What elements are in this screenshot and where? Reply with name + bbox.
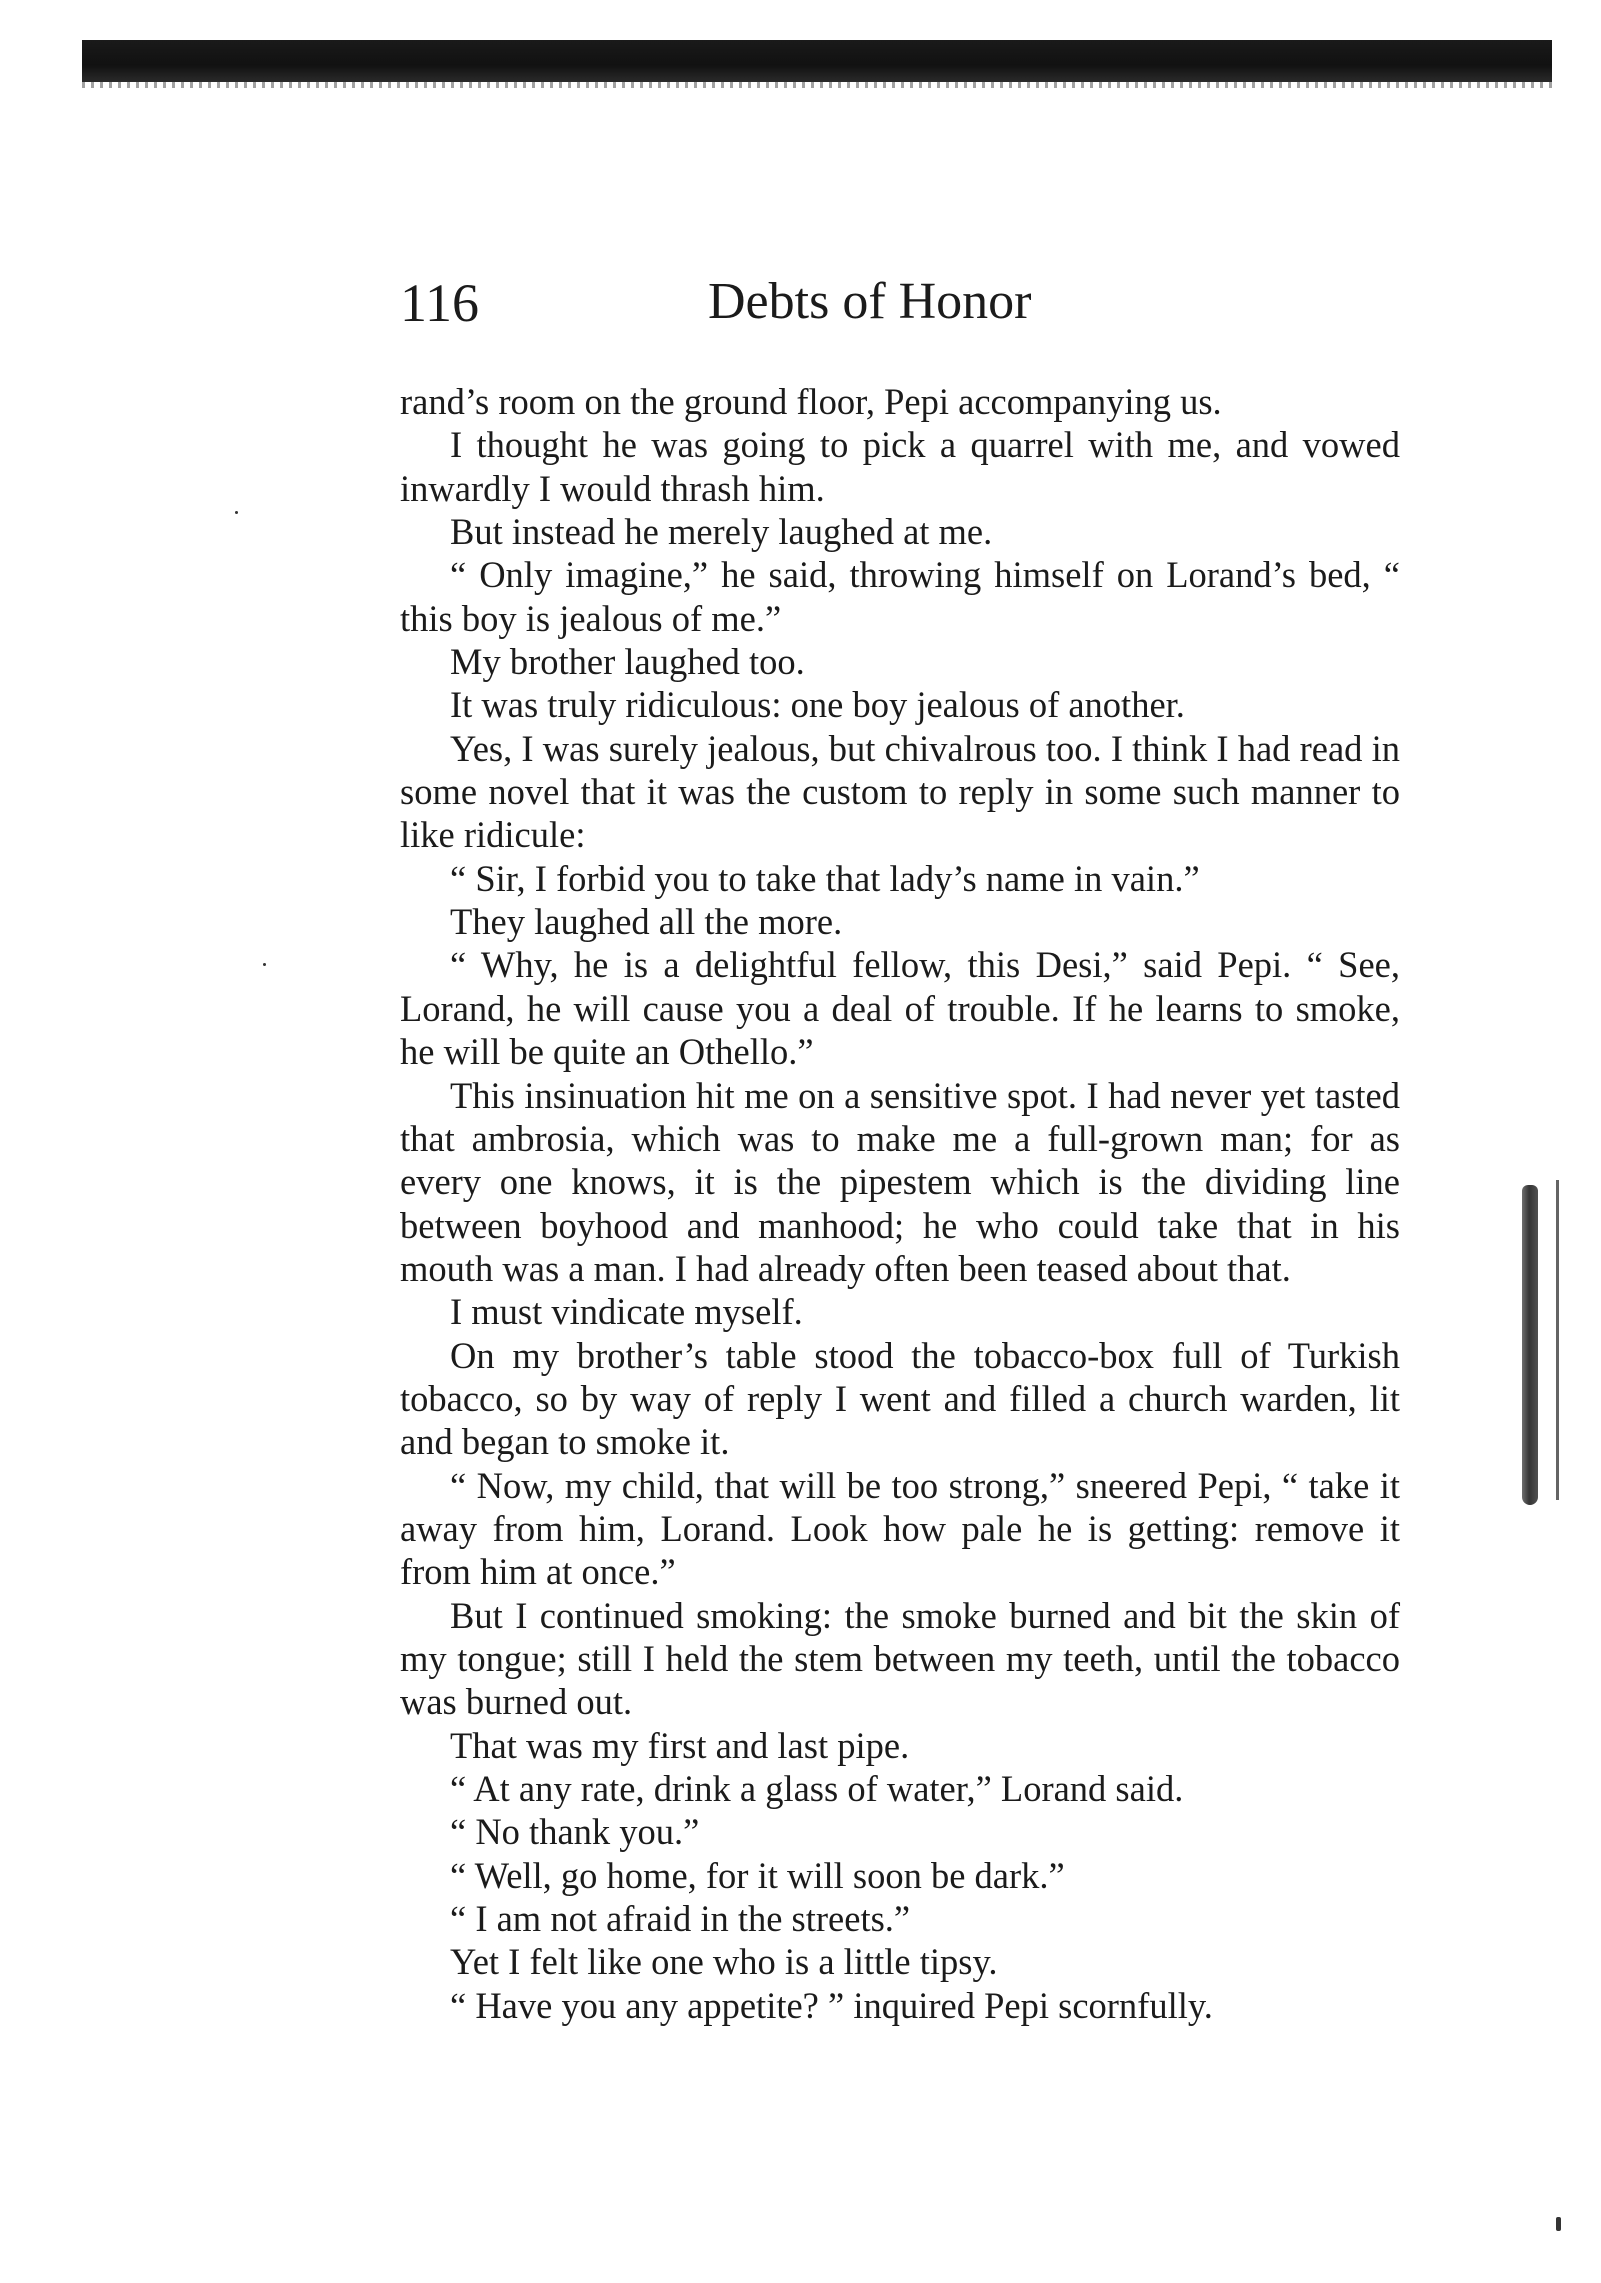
- paragraph: “ I am not afraid in the streets.”: [450, 1898, 911, 1940]
- paragraph: Yes, I was surely jealous, but chivalrous too. I think I had read in some novel that it was the custom to reply in some such manner to like ridicule:: [400, 727, 1400, 856]
- paragraph: I must vindicate myself.: [450, 1291, 803, 1333]
- paragraph: This insinuation hit me on a sensitive spot. I had never yet tasted that ambrosia, which was to make me a full-grown man; for as every one knows, it is the pipestem which is the dividing line between boyhood and manhood; he who could take that in his mouth was a man. I had already often been teased about that.: [400, 1074, 1400, 1289]
- paragraph: “ Why, he is a delightful fellow, this Desi,” said Pepi. “ See, Lorand, he will cause you a deal of trouble. If he learns to smoke, he will be quite an Othello.”: [400, 944, 1400, 1073]
- paragraph: “ Sir, I forbid you to take that lady’s name in vain.”: [450, 857, 1200, 899]
- paragraph: But instead he merely laughed at me.: [450, 511, 993, 553]
- scan-speck: [235, 511, 238, 514]
- book-title: Debts of Honor: [708, 273, 1032, 330]
- paragraph: They laughed all the more.: [450, 901, 843, 943]
- paragraph: “ Now, my child, that will be too strong,” sneered Pepi, “ take it away from him, Lorand. Look how pale he is getting: remove it from him at once.”: [400, 1464, 1400, 1593]
- paragraph: “ At any rate, drink a glass of water,” Lorand said.: [450, 1768, 1184, 1809]
- paragraph: “ No thank you.”: [450, 1811, 700, 1853]
- page-body: [400, 380, 1400, 2027]
- scan-speck: [1556, 2217, 1561, 2231]
- scan-edge-bar: [82, 40, 1552, 82]
- paragraph: Yet I felt like one who is a little tipsy.: [450, 1941, 998, 1983]
- paragraph: rand’s room on the ground floor, Pepi accompanying us.: [400, 381, 1222, 422]
- page-number: 116: [400, 273, 479, 333]
- scan-speck: [263, 963, 266, 966]
- paragraph: That was my first and last pipe.: [450, 1724, 910, 1766]
- paragraph: It was truly ridiculous: one boy jealous of another.: [450, 684, 1185, 726]
- running-head: [400, 272, 1410, 342]
- paragraph: I thought he was going to pick a quarrel with me, and vowed inwardly I would thrash him.: [400, 424, 1400, 509]
- paragraph: “ Well, go home, for it will soon be dark.”: [450, 1854, 1065, 1896]
- paragraph: “ Have you any appetite? ” inquired Pepi scornfully.: [450, 1984, 1213, 2026]
- paragraph: But I continued smoking: the smoke burned and bit the skin of my tongue; still I held the stem between my teeth, until the tobacco was burned out.: [400, 1594, 1400, 1723]
- paragraph: “ Only imagine,” he said, throwing himself on Lorand’s bed, “ this boy is jealous of me.”: [400, 554, 1400, 639]
- page-edge-mark: [1522, 1185, 1538, 1505]
- paragraph: My brother laughed too.: [450, 641, 805, 683]
- page-edge-line: [1556, 1180, 1559, 1500]
- paragraph: On my brother’s table stood the tobacco-box full of Turkish tobacco, so by way of reply I went and filled a church warden, lit and began to smoke it.: [400, 1334, 1400, 1463]
